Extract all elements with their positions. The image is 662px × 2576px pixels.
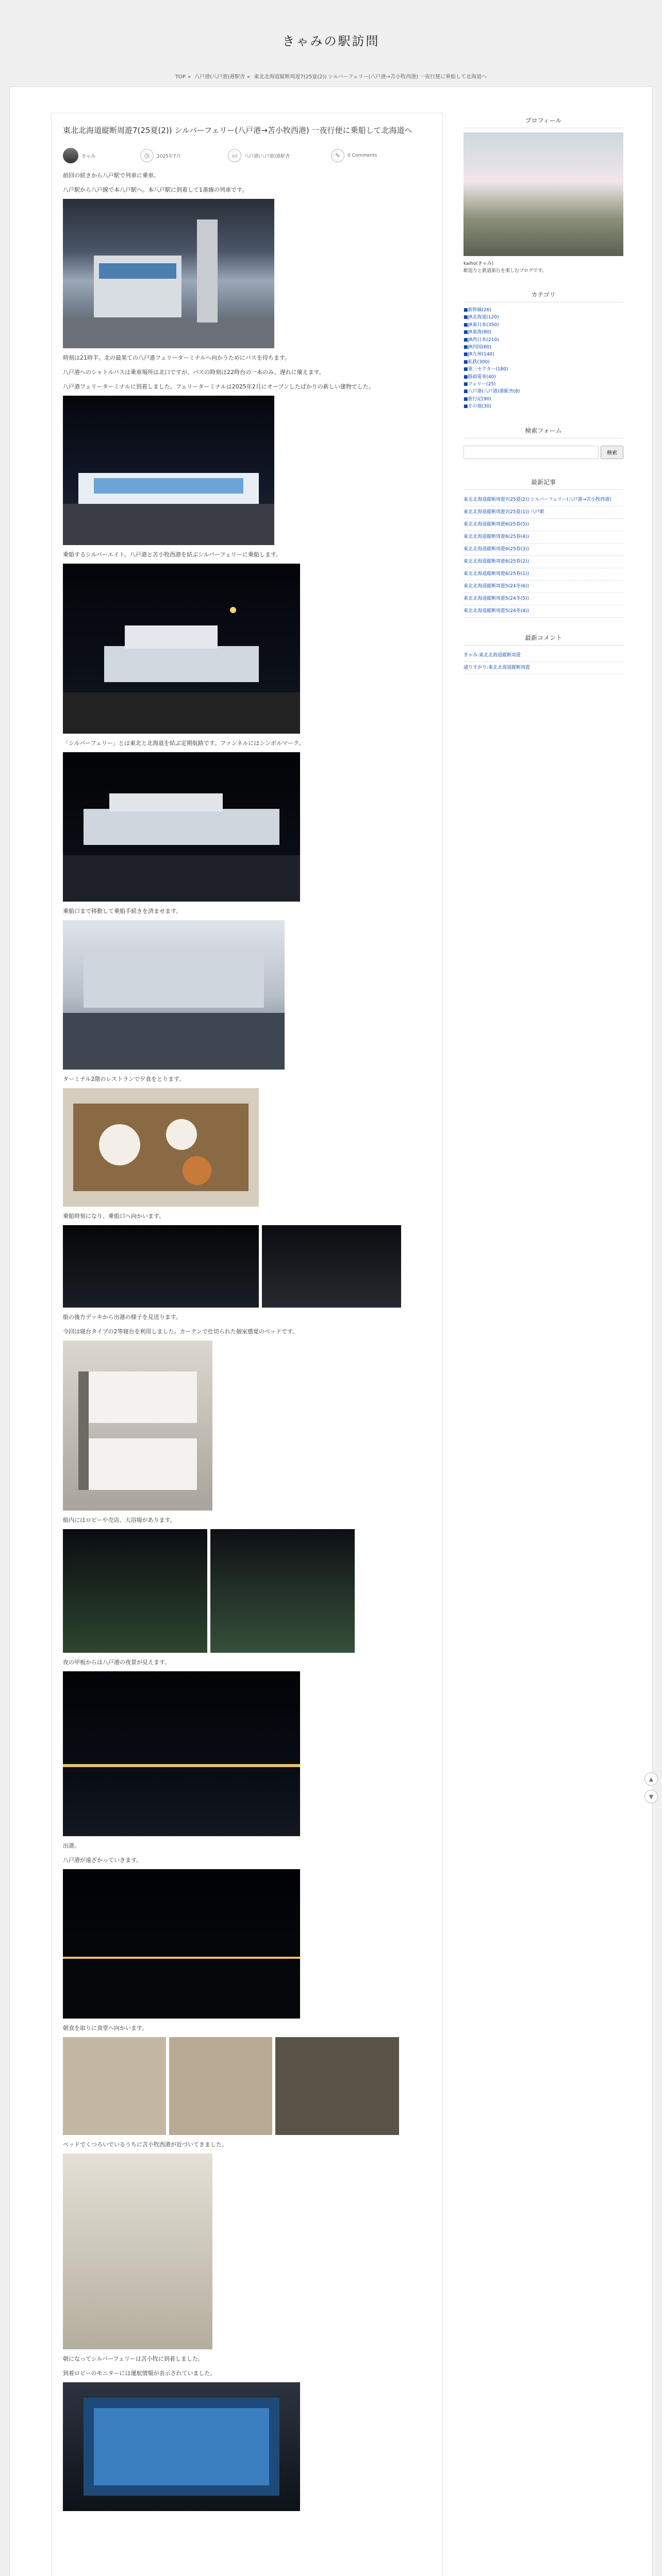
category-item[interactable]: ■新幹線(26) [464, 308, 491, 313]
post-paragraph: 夜の甲板からは八戸港の夜景が見えます。 [63, 1659, 171, 1666]
comment-icon: ✎ [331, 149, 344, 162]
post-paragraph: 「シルバーフェリー」とは東北と北海道を結ぶ定期航路です。ファンネルにはシンボルマーク。 [63, 740, 305, 747]
photo-cabin-3[interactable] [275, 2037, 399, 2135]
category-item[interactable]: ■JR東日本(350) [464, 322, 499, 328]
post-paragraph: 船の後方デッキから出港の様子を見送ります。 [63, 1314, 181, 1320]
photo-cabin-2[interactable] [169, 2037, 272, 2135]
post-paragraph: 乗船口まで移動して乗船手続きを済ませます。 [63, 908, 182, 914]
comment-list [464, 650, 623, 674]
post-paragraph: 出港。 [63, 1842, 80, 1849]
post-date: ◷ 2025年7月 [140, 145, 181, 166]
breadcrumb-home[interactable]: TOP [175, 74, 186, 80]
photo-row [63, 2037, 431, 2135]
profile-photo[interactable] [464, 132, 623, 256]
category-item[interactable]: ■JR西日本(210) [464, 337, 499, 343]
recent-item[interactable]: 東北北海道縦断周遊6(25春(5)) [464, 519, 623, 531]
category-item[interactable]: ■JR九州(140) [464, 352, 494, 358]
post-paragraph: ターミナル2階のレストランで夕食をとります。 [63, 1076, 185, 1082]
clock-icon: ◷ [140, 149, 154, 162]
photo-night-sea[interactable] [63, 1671, 300, 1836]
category-list [464, 307, 623, 411]
recent-item[interactable]: 東北北海道縦断周遊7(25夏(1)) 八戸駅 [464, 506, 623, 519]
photo-bunk-bed[interactable] [63, 1341, 212, 1511]
post-title: 東北北海道縦断周遊7(25夏(2)) シルバーフェリー(八戸港→苫小牧西港) 一夜行便に乗船して北海道へ [63, 126, 412, 135]
widget-title: 検索フォーム [464, 423, 623, 438]
article [51, 113, 443, 2576]
photo-train-platform[interactable] [63, 199, 274, 348]
post-paragraph: 八戸港へのシャトルバスは乗車場所は北口ですが、バスの時刻は22時台の一本のみ。遅れに備えます。 [63, 369, 325, 376]
category-widget [464, 287, 623, 411]
photo-deck-2[interactable] [210, 1529, 355, 1653]
sidebar [464, 113, 623, 687]
photo-boarding-1[interactable] [63, 1225, 259, 1308]
photo-deck-1[interactable] [63, 1529, 207, 1653]
photo-harbor-lights[interactable] [63, 1869, 300, 2019]
recent-item[interactable]: 東北北海道縦断周遊7(25夏(2)) シルバーフェリー(八戸港→苫小牧西港) [464, 494, 623, 506]
post-paragraph: 今回は寝台タイプの2等寝台を利用しました。カーテンで仕切られた個室感覚のベッドです。 [63, 1328, 299, 1335]
post-paragraph: 乗船するシルバーエイト。八戸港と苫小牧西港を結ぶシルバーフェリーに乗船します。 [63, 551, 282, 558]
post-paragraph: 八戸港が遠ざかっていきます。 [63, 1857, 142, 1863]
scroll-up-icon[interactable]: ▲ [644, 1772, 658, 1786]
recent-item[interactable]: 東北北海道縦断周遊6(25春(4)) [464, 531, 623, 544]
category-item[interactable]: ■JR東海(80) [464, 330, 491, 335]
comment-item[interactable]: 通りすがり:東北北海道縦断周遊 [464, 662, 623, 674]
category-item[interactable]: ■旅行記(90) [464, 396, 491, 402]
widget-title: プロフィール [464, 113, 623, 128]
photo-curtain-bed[interactable] [63, 2154, 212, 2349]
scroll-buttons [644, 1772, 658, 1807]
post-paragraph: 八戸駅から八戸線で本八戸駅へ。本八戸駅に到着して1番線の列車です。 [63, 187, 248, 193]
breadcrumb-category[interactable]: 八戸港(八戸港)港駅舎 [194, 74, 245, 80]
post-meta [63, 145, 431, 166]
breadcrumb-current: 東北北海道縦断周遊7(25夏(2)) シルバーフェリー(八戸港→苫小牧西港) 一夜行便に乗船して北海道へ [254, 74, 487, 80]
breadcrumb: TOP » 八戸港(八戸港)港駅舎 » 東北北海道縦断周遊7(25夏(2)) シルバーフェリー(八戸港→苫小牧西港) 一夜行便に乗船して北海道へ [175, 74, 487, 80]
recent-item[interactable]: 東北北海道縦断周遊6(25春(2)) [464, 556, 623, 568]
photo-waiting-hall[interactable] [63, 920, 285, 1070]
category-item[interactable]: ■その他(30) [464, 404, 491, 410]
recent-item[interactable]: 東北北海道縦断周遊5(24冬(6)) [464, 581, 623, 593]
photo-cabin-1[interactable] [63, 2037, 166, 2135]
site-header [0, 0, 662, 67]
profile-text: kaiho(きゃみ) 駅巡りと鉄道旅行を楽しむブログです。 [464, 261, 547, 274]
search-input[interactable] [464, 446, 599, 459]
comments-widget [464, 630, 623, 674]
recent-item[interactable]: 東北北海道縦断周遊6(25春(3)) [464, 544, 623, 556]
photo-ship-night[interactable] [63, 564, 300, 734]
category-item[interactable]: ■第三セクター(180) [464, 367, 508, 372]
photo-boarding-2[interactable] [262, 1225, 401, 1308]
post-paragraph: 朝食を取りに食堂へ向かいます。 [63, 2025, 148, 2031]
widget-title: カテゴリ [464, 287, 623, 302]
category-item[interactable]: ■路面電車(40) [464, 374, 496, 380]
post-paragraph: 八戸港フェリーターミナルに到着しました。フェリーターミナルは2025年2月にオープンしたばかりの新しい建物でした。 [63, 383, 374, 390]
category-item[interactable]: ■八戸港(八戸港)港駅舎(8) [464, 389, 520, 395]
photo-row [63, 1225, 431, 1308]
photo-meal[interactable] [63, 1088, 259, 1207]
site-title[interactable]: きゃみの駅訪問 [282, 34, 380, 48]
post-paragraph: 乗船時刻になり、乗船口へ向かいます。 [63, 1213, 165, 1219]
recent-item[interactable]: 東北北海道縦断周遊6(25春(1)) [464, 568, 623, 581]
post-paragraph: 到着ロビーのモニターには運航情報が表示されていました。 [63, 2370, 216, 2377]
category-item[interactable]: ■フェリー(25) [464, 382, 496, 387]
page-container [9, 87, 653, 2576]
scroll-down-icon[interactable]: ▼ [644, 1790, 658, 1803]
recent-widget [464, 474, 623, 618]
search-widget [464, 423, 623, 462]
photo-ferry-terminal[interactable] [63, 396, 274, 545]
folder-icon: ▭ [228, 149, 241, 162]
category-item[interactable]: ■JR北海道(120) [464, 315, 499, 320]
post-paragraph: 時刻は21時半。北の最果ての八戸港フェリーターミナルへ向かうためにバスを待ちます。 [63, 354, 291, 361]
post-paragraph: ベッドでくつろいでいるうちに苫小牧西港が近づいてきました。 [63, 2141, 227, 2148]
photo-row [63, 1529, 431, 1653]
post-paragraph: 前回の続きから八戸駅で列車に乗車。 [63, 172, 159, 179]
post-paragraph: 船内にはロビーや売店、大浴場があります。 [63, 1517, 176, 1523]
post-author[interactable]: きゃみ [63, 145, 95, 166]
category-item[interactable]: ■私鉄(300) [464, 359, 490, 365]
post-paragraph: 朝になってシルバーフェリーは苫小牧に到着しました。 [63, 2355, 204, 2362]
photo-ferry-dock[interactable] [63, 752, 300, 902]
widget-title: 最新記事 [464, 474, 623, 490]
photo-monitor[interactable] [63, 2382, 300, 2511]
profile-widget [464, 113, 623, 275]
avatar [63, 148, 78, 163]
comment-item[interactable]: きゃみ:東北北海道縦断周遊 [464, 650, 623, 662]
recent-list [464, 494, 623, 618]
search-box [464, 443, 623, 462]
category-item[interactable]: ■JR四国(60) [464, 345, 491, 350]
post-category[interactable]: ▭ 八戸港(八戸港)港駅舎 [228, 145, 290, 166]
recent-item[interactable]: 東北北海道縦断周遊5(24冬(4)) [464, 605, 623, 618]
recent-item[interactable]: 東北北海道縦断周遊5(24冬(5)) [464, 593, 623, 605]
search-button[interactable]: 検索 [601, 446, 623, 459]
widget-title: 最新コメント [464, 630, 623, 646]
post-comments[interactable]: ✎ 0 Comments [331, 145, 377, 166]
